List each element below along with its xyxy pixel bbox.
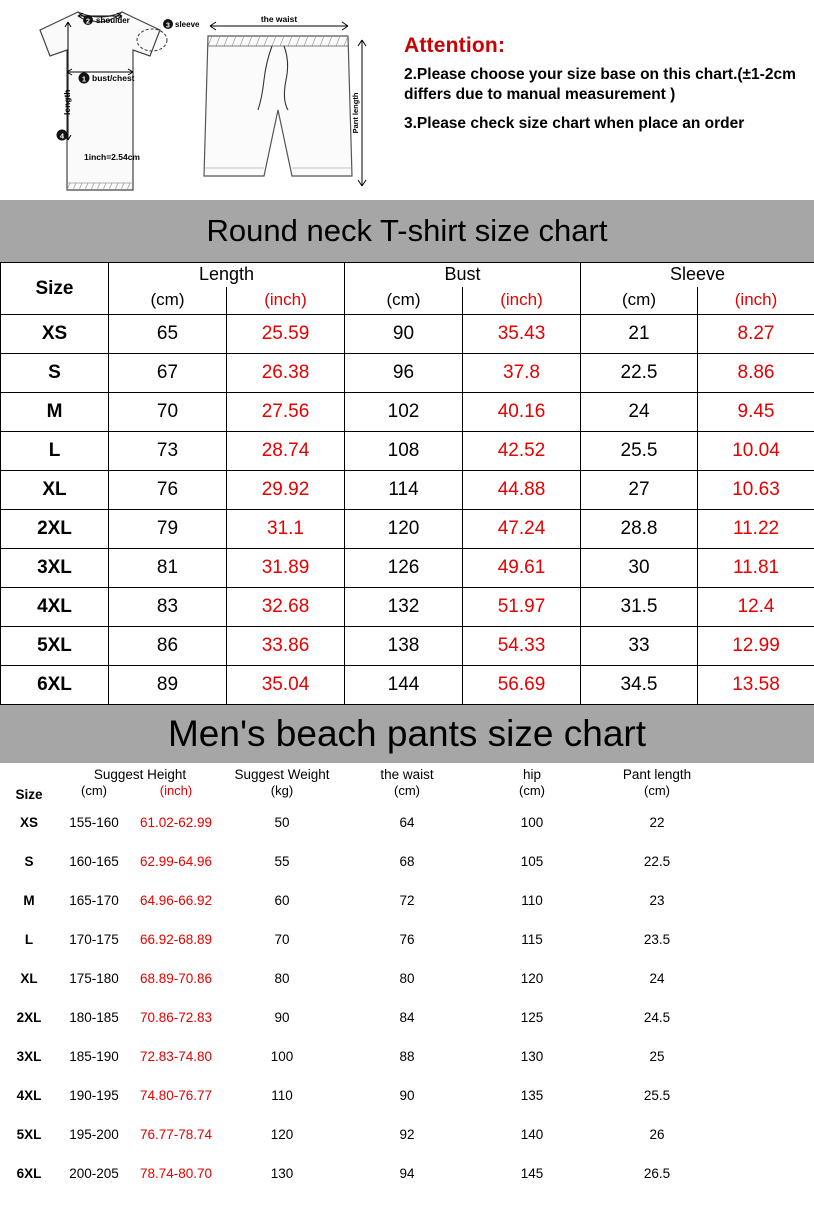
header-spacer-2 — [722, 783, 814, 803]
header-size: Size — [15, 787, 43, 802]
row-size: 2XL — [16, 1010, 42, 1025]
svg-text:3: 3 — [166, 22, 170, 30]
pants-size-table — [0, 763, 814, 1193]
cell-bust-inch: 51.97 — [463, 588, 581, 627]
table-header-group-row — [1, 263, 814, 287]
cell-height-inch: 66.92-68.89 — [139, 932, 213, 947]
cell-sleeve-inch: 9.45 — [698, 393, 814, 432]
cell-weight: 110 — [271, 1088, 293, 1103]
cell-weight: 90 — [274, 1010, 290, 1025]
cell-length-inch: 29.92 — [227, 471, 345, 510]
cell-pant-length: 22 — [649, 815, 665, 830]
cell-bust-inch: 40.16 — [463, 393, 581, 432]
pants-chart-title: Men's beach pants size chart — [0, 705, 814, 763]
cell-sleeve-cm: 25.5 — [581, 432, 698, 471]
row-size: M — [1, 393, 109, 432]
svg-text:4: 4 — [59, 131, 65, 141]
attention-notice — [404, 34, 804, 142]
cell-length-cm: 81 — [109, 549, 227, 588]
svg-text:bust/chest: bust/chest — [92, 73, 135, 83]
table-row — [0, 920, 814, 959]
table-row — [0, 881, 814, 920]
cell-weight: 60 — [274, 893, 290, 908]
cell-height-cm: 170-175 — [69, 932, 119, 947]
cell-sleeve-inch: 10.63 — [698, 471, 814, 510]
cell-bust-inch: 56.69 — [463, 666, 581, 705]
tshirt-chart-title: Round neck T-shirt size chart — [0, 200, 814, 262]
table-row — [0, 1037, 814, 1076]
header-unit-hip-cm: (cm) — [519, 783, 545, 798]
table-row — [1, 471, 814, 510]
cell-waist: 72 — [399, 893, 415, 908]
cell-bust-cm: 120 — [345, 510, 463, 549]
cell-waist: 64 — [399, 815, 415, 830]
cell-spacer — [722, 920, 814, 959]
header-suggest-weight: Suggest Weight — [234, 767, 330, 782]
cell-bust-cm: 132 — [345, 588, 463, 627]
cell-spacer — [722, 1154, 814, 1193]
cell-weight: 120 — [270, 1127, 294, 1142]
cell-bust-inch: 44.88 — [463, 471, 581, 510]
header-unit-height-inch: (inch) — [159, 783, 193, 798]
header-unit-length-cm: (cm) — [109, 287, 227, 315]
cell-spacer — [722, 1076, 814, 1115]
cell-spacer — [722, 1115, 814, 1154]
cell-length-cm: 70 — [109, 393, 227, 432]
attention-line-2: 2.Please choose your size base on this chart.(±1-2cm differs due to manual measurement ) — [404, 66, 796, 103]
cell-length-inch: 35.04 — [227, 666, 345, 705]
cell-sleeve-inch: 8.27 — [698, 315, 814, 354]
cell-height-cm: 180-185 — [69, 1010, 119, 1025]
cell-spacer — [722, 998, 814, 1037]
cell-waist: 88 — [399, 1049, 415, 1064]
table-row — [1, 354, 814, 393]
cell-height-cm: 165-170 — [69, 893, 119, 908]
cell-waist: 94 — [399, 1166, 415, 1181]
cell-length-cm: 73 — [109, 432, 227, 471]
cell-bust-cm: 90 — [345, 315, 463, 354]
cell-height-cm: 200-205 — [69, 1166, 119, 1181]
table-row — [1, 666, 814, 705]
table-header-unit-row — [0, 783, 814, 803]
cell-height-inch: 70.86-72.83 — [139, 1010, 213, 1025]
cell-spacer — [722, 959, 814, 998]
cell-length-inch: 27.56 — [227, 393, 345, 432]
cell-weight: 70 — [274, 932, 290, 947]
header-size: Size — [1, 263, 109, 315]
cell-length-inch: 31.1 — [227, 510, 345, 549]
cell-length-cm: 79 — [109, 510, 227, 549]
table-row — [0, 1115, 814, 1154]
cell-sleeve-cm: 21 — [581, 315, 698, 354]
cell-spacer — [722, 881, 814, 920]
cell-height-inch: 64.96-66.92 — [139, 893, 213, 908]
cell-waist: 90 — [399, 1088, 415, 1103]
header-group-bust: Bust — [345, 263, 581, 287]
cell-sleeve-inch: 8.86 — [698, 354, 814, 393]
row-size: 4XL — [1, 588, 109, 627]
cell-height-inch: 74.80-76.77 — [139, 1088, 213, 1103]
cell-pant-length: 25.5 — [643, 1088, 671, 1103]
attention-title: Attention: — [404, 34, 506, 57]
row-size: L — [1, 432, 109, 471]
table-row — [1, 588, 814, 627]
cell-bust-inch: 49.61 — [463, 549, 581, 588]
cell-length-inch: 31.89 — [227, 549, 345, 588]
table-row — [0, 803, 814, 842]
row-size: XS — [19, 815, 38, 830]
row-size: S — [1, 354, 109, 393]
cell-waist: 92 — [399, 1127, 415, 1142]
table-row — [1, 432, 814, 471]
header-unit-bust-cm: (cm) — [345, 287, 463, 315]
svg-text:sleeve: sleeve — [175, 20, 200, 29]
table-header-unit-row — [1, 287, 814, 315]
cell-weight: 50 — [274, 815, 290, 830]
header-group-sleeve: Sleeve — [581, 263, 814, 287]
svg-text:Pant length: Pant length — [351, 92, 360, 134]
cell-height-cm: 160-165 — [69, 854, 119, 869]
table-header-row — [0, 763, 814, 783]
row-size: M — [23, 893, 35, 908]
header-unit-weight-kg: (kg) — [270, 783, 294, 798]
cell-length-cm: 65 — [109, 315, 227, 354]
header-unit-sleeve-inch: (inch) — [698, 287, 814, 315]
cell-pant-length: 23 — [649, 893, 665, 908]
cell-length-cm: 89 — [109, 666, 227, 705]
attention-line-3: 3.Please check size chart when place an order — [404, 114, 745, 132]
table-row — [0, 842, 814, 881]
cell-sleeve-cm: 28.8 — [581, 510, 698, 549]
cell-height-inch: 62.99-64.96 — [139, 854, 213, 869]
cell-sleeve-cm: 31.5 — [581, 588, 698, 627]
row-size: 3XL — [1, 549, 109, 588]
row-size: XS — [1, 315, 109, 354]
svg-text:length: length — [62, 89, 72, 115]
cell-waist: 68 — [399, 854, 415, 869]
row-size: XL — [1, 471, 109, 510]
cell-spacer — [722, 842, 814, 881]
cell-hip: 140 — [520, 1127, 544, 1142]
cell-bust-cm: 114 — [345, 471, 463, 510]
cell-hip: 105 — [520, 854, 544, 869]
cell-bust-cm: 126 — [345, 549, 463, 588]
measurement-guide-section — [0, 0, 814, 200]
garment-measurement-diagram — [0, 0, 400, 200]
cell-bust-inch: 54.33 — [463, 627, 581, 666]
header-unit-height-cm: (cm) — [81, 783, 107, 798]
cell-sleeve-cm: 30 — [581, 549, 698, 588]
svg-text:shoulder: shoulder — [96, 16, 130, 25]
header-unit-bust-inch: (inch) — [463, 287, 581, 315]
table-row — [0, 1154, 814, 1193]
cell-sleeve-cm: 27 — [581, 471, 698, 510]
cell-waist: 76 — [399, 932, 415, 947]
table-row — [0, 998, 814, 1037]
cell-sleeve-cm: 24 — [581, 393, 698, 432]
row-size: 4XL — [16, 1088, 42, 1103]
cell-pant-length: 24 — [649, 971, 665, 986]
cell-weight: 100 — [270, 1049, 294, 1064]
tshirt-size-table — [0, 262, 814, 705]
row-size: 6XL — [1, 666, 109, 705]
cell-length-cm: 86 — [109, 627, 227, 666]
svg-text:1inch=2.54cm: 1inch=2.54cm — [84, 152, 140, 162]
header-unit-pantlength-cm: (cm) — [644, 783, 670, 798]
cell-pant-length: 24.5 — [643, 1010, 671, 1025]
cell-length-inch: 32.68 — [227, 588, 345, 627]
table-row — [1, 510, 814, 549]
cell-bust-cm: 96 — [345, 354, 463, 393]
cell-sleeve-cm: 34.5 — [581, 666, 698, 705]
cell-hip: 100 — [520, 815, 544, 830]
cell-height-cm: 175-180 — [69, 971, 119, 986]
cell-pant-length: 23.5 — [643, 932, 671, 947]
row-size: S — [24, 854, 34, 869]
cell-bust-inch: 42.52 — [463, 432, 581, 471]
cell-weight: 80 — [274, 971, 290, 986]
header-waist: the waist — [380, 767, 434, 782]
cell-sleeve-inch: 11.81 — [698, 549, 814, 588]
header-unit-length-inch: (inch) — [227, 287, 345, 315]
cell-bust-inch: 37.8 — [463, 354, 581, 393]
header-unit-waist-cm: (cm) — [394, 783, 420, 798]
cell-bust-cm: 108 — [345, 432, 463, 471]
row-size: 3XL — [16, 1049, 42, 1064]
cell-pant-length: 25 — [649, 1049, 665, 1064]
svg-text:2: 2 — [86, 18, 90, 26]
cell-length-inch: 28.74 — [227, 432, 345, 471]
cell-sleeve-inch: 12.4 — [698, 588, 814, 627]
cell-hip: 120 — [520, 971, 544, 986]
cell-pant-length: 26.5 — [643, 1166, 671, 1181]
cell-hip: 135 — [520, 1088, 544, 1103]
svg-text:the waist: the waist — [260, 14, 298, 24]
cell-height-inch: 72.83-74.80 — [139, 1049, 213, 1064]
cell-length-cm: 67 — [109, 354, 227, 393]
cell-bust-inch: 47.24 — [463, 510, 581, 549]
cell-hip: 130 — [520, 1049, 544, 1064]
table-row — [0, 959, 814, 998]
cell-height-inch: 61.02-62.99 — [139, 815, 213, 830]
svg-text:1: 1 — [81, 74, 87, 84]
cell-pant-length: 22.5 — [643, 854, 671, 869]
cell-spacer — [722, 803, 814, 842]
row-size: XL — [20, 971, 38, 986]
table-row — [0, 1076, 814, 1115]
table-row — [1, 393, 814, 432]
cell-hip: 115 — [521, 932, 543, 947]
cell-length-inch: 33.86 — [227, 627, 345, 666]
table-row — [1, 315, 814, 354]
cell-bust-inch: 35.43 — [463, 315, 581, 354]
row-size: 5XL — [1, 627, 109, 666]
row-size: 5XL — [16, 1127, 42, 1142]
cell-weight: 55 — [274, 854, 290, 869]
cell-spacer — [722, 1037, 814, 1076]
cell-length-inch: 25.59 — [227, 315, 345, 354]
header-pant-length: Pant length — [622, 767, 692, 782]
cell-bust-cm: 144 — [345, 666, 463, 705]
cell-length-cm: 83 — [109, 588, 227, 627]
cell-height-cm: 195-200 — [69, 1127, 119, 1142]
cell-length-inch: 26.38 — [227, 354, 345, 393]
cell-sleeve-inch: 11.22 — [698, 510, 814, 549]
cell-sleeve-cm: 33 — [581, 627, 698, 666]
table-row — [1, 549, 814, 588]
cell-waist: 80 — [399, 971, 415, 986]
row-size: 2XL — [1, 510, 109, 549]
cell-sleeve-inch: 12.99 — [698, 627, 814, 666]
header-group-length: Length — [109, 263, 345, 287]
cell-height-inch: 78.74-80.70 — [139, 1166, 213, 1181]
header-spacer — [722, 763, 814, 783]
cell-weight: 130 — [270, 1166, 294, 1181]
cell-sleeve-inch: 10.04 — [698, 432, 814, 471]
header-hip: hip — [522, 767, 541, 782]
row-size: 6XL — [16, 1166, 42, 1181]
cell-hip: 110 — [521, 893, 543, 908]
header-unit-sleeve-cm: (cm) — [581, 287, 698, 315]
cell-sleeve-inch: 13.58 — [698, 666, 814, 705]
cell-length-cm: 76 — [109, 471, 227, 510]
cell-sleeve-cm: 22.5 — [581, 354, 698, 393]
cell-height-cm: 190-195 — [69, 1088, 119, 1103]
cell-hip: 145 — [520, 1166, 544, 1181]
cell-height-cm: 185-190 — [69, 1049, 119, 1064]
table-row — [1, 627, 814, 666]
cell-height-inch: 76.77-78.74 — [139, 1127, 213, 1142]
cell-height-inch: 68.89-70.86 — [139, 971, 213, 986]
cell-waist: 84 — [399, 1010, 415, 1025]
cell-bust-cm: 102 — [345, 393, 463, 432]
header-suggest-height: Suggest Height — [93, 767, 187, 782]
cell-bust-cm: 138 — [345, 627, 463, 666]
row-size: L — [24, 932, 34, 947]
cell-pant-length: 26 — [649, 1127, 665, 1142]
cell-hip: 125 — [520, 1010, 544, 1025]
cell-height-cm: 155-160 — [69, 815, 119, 830]
